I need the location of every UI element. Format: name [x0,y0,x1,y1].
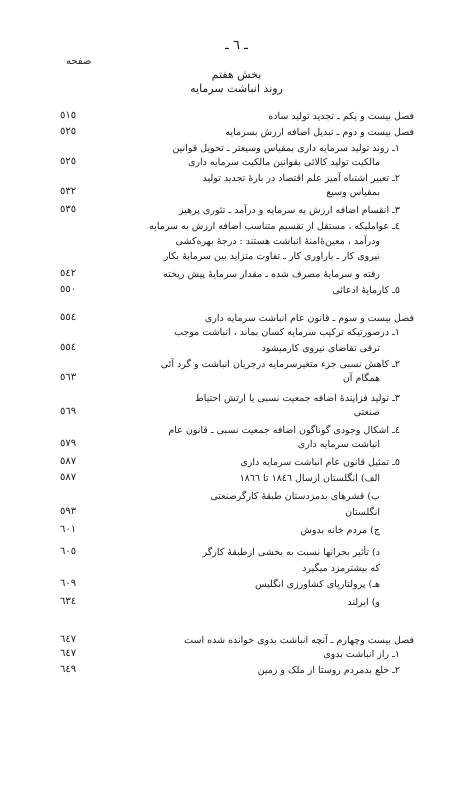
toc-page-number: ٦٤٧ [60,648,77,659]
toc-page-number: ٥٨٧ [60,472,77,483]
toc-entry-title: ١ـ روند تولید سرمایه داری بمقیاس وسیعتر ـ تحویل قوانین [172,143,400,154]
toc-entry-title: ب) قشرهای بدمزدستان طبقهٔ کارگرصنعتی [210,491,380,502]
toc-entry-title: ٣ـ تولید فزاینده‌ٔ اضافه جمعیت نسبی یا ارتش احتیاط [195,393,400,404]
toc-entry [60,424,414,438]
toc-page-number: ٥٥٠ [60,284,77,295]
toc-entry [60,562,414,576]
toc-entry [60,220,414,234]
toc-entry [60,634,414,648]
toc-page-number: ٦٤٩ [60,664,77,675]
toc-entry-title: ٢ـ کاهش نسبی جزء متغیرسرمایه درجریان انباشت و گرد آئی [160,359,400,370]
toc-page-number: ٦٠٥ [60,546,77,557]
toc-entry [60,110,414,124]
part-label: بخش هفتم [211,68,262,81]
toc-entry-title: ودرآمد ، معین‌ه‌ٔ‌امنهٔ انباشت هستند : درجهٔ بهره‌کشی [175,236,380,247]
toc-entry-title: ٣ـ انقسام اضافه ارزش به سرمایه و درآمد ـ تئوری پرهیز [178,205,400,216]
toc-entry [60,524,414,538]
toc-entry [60,456,414,470]
toc-entry-title: بمقیاس وسیع [326,187,380,198]
toc-entry [60,372,414,386]
toc-entry [60,142,414,156]
toc-entry [60,156,414,170]
toc-entry-title: مالکیت تولید کالائی بقوانین مالکیت سرمایه داری [187,157,380,168]
toc-page-number: ٥٧٩ [60,438,77,449]
toc-entry-title: نیروی کار ـ باراوری کار ـ تفاوت متزاید بین سرمایهٔ بکار [163,251,380,262]
toc-page-number: ٥٥٤ [60,312,77,323]
toc-entry-title: ١ـ راز انباشت بدوی [323,649,400,660]
toc-entry-title: انگلستان [345,507,380,518]
toc-entry-title: ٤ـ عواملیکه ، مستقل از تقسیم متناسب اضافه ارزش به سرمایه [149,221,400,232]
toc-entry-title: فصل بیست و یکم ـ تجدید تولید ساده [268,111,414,122]
toc-page-number: ٥٢٥ [60,126,77,137]
toc-page-number: ٥١٥ [60,110,77,121]
toc-entry [60,392,414,406]
toc-entry-title: و) ایرلند [347,597,380,608]
toc-entry [60,312,414,326]
toc-entry-title: فصل بیست و سوم ـ قانون عام انباشت سرمایه داری [204,313,414,324]
toc-entry [60,342,414,356]
toc-entry-title: ج) مردم خانه بدوش [300,525,380,536]
toc-entry [60,406,414,420]
toc-entry-title: الف) انگلستان ازسال ١٨٤٦ تا ١٨٦٦ [239,473,380,484]
toc-page-number: ٦٣٤ [60,596,77,607]
toc-entry-title: فصل بیست وچهارم ـ آنچه انباشت بدوی خوانده شده است [184,635,414,646]
toc-entry-title: د) تأثیر بحرانها نسبت به بخشی ازطبقهٔ کارگر [202,547,380,558]
toc-page-number: ٦٠٩ [60,578,77,589]
toc-page-number: ٦٤٧ [60,634,77,645]
page-number: ـ ٦ ـ [225,38,248,53]
toc-entry [60,358,414,372]
toc-entry [60,506,414,520]
toc-entry-title: ١ـ درصورتیکه ترکیب سرمایه کسان بماند ، انباشت موجب [174,327,400,338]
toc-entry-title: ٥ـ کارمایهٔ ادعائی [332,285,400,296]
part-title: روند انباشت سرمایه [190,82,283,95]
toc-entry [60,186,414,200]
toc-entry-title: همگام آن [342,373,380,384]
toc-entry [60,664,414,678]
toc-page-number: ٥٣٢ [60,186,77,197]
toc-entry-title: ٢ـ خلع بدمردم روستا از ملک و زمین [257,665,400,676]
toc-entry [60,235,414,249]
toc-entry-title: ٤ـ اشکال وجودی گوناگون اضافه جمعیت نسبی ـ قانون عام [168,425,400,436]
toc-page-number: ٥٦٣ [60,372,77,383]
toc-entry [60,596,414,610]
toc-entry-title: ٥ـ تمثیل قانون عام انباشت سرمایه داری [240,457,400,468]
toc-entry [60,546,414,560]
toc-entry-title: هـ) پرولتاریای کشاورزی انگلیس [255,579,380,590]
toc-page-number: ٥٢٥ [60,156,77,167]
toc-entry [60,250,414,264]
toc-entry [60,268,414,282]
toc-entry [60,578,414,592]
toc-entry [60,648,414,662]
toc-entry-title: صنعتی [353,407,380,418]
toc-entry [60,172,414,186]
page-column-header: صفحه [66,56,92,67]
toc-page-number: ٦٠١ [60,524,77,535]
toc-entry [60,204,414,218]
toc-page-number: ٥٦٩ [60,406,77,417]
toc-entry [60,284,414,298]
toc-page-number: ٥٤٢ [60,268,77,279]
toc-page-number: ٥٩٣ [60,506,77,517]
toc-page-number: ٥٨٧ [60,456,77,467]
toc-entry [60,326,414,340]
toc-entry-title: انباشت سرمایه داری [297,439,380,450]
toc-entry-title: که بیشترمزد میگیرد [302,563,380,574]
toc-entry-title: رفته و سرمایهٔ مصرف شده ـ مقدار سرمایهٔ پیش ریخته [163,269,380,280]
toc-entry [60,126,414,140]
toc-entry [60,438,414,452]
toc-entry [60,490,414,504]
toc-entry-title: ٢ـ تعبیر اشتباه آمیز علم اقتصاد در بارهٔ تجدید تولید [202,173,400,184]
toc-page-number: ٥٣٥ [60,204,77,215]
toc-entry [60,472,414,486]
toc-page-number: ٥٥٤ [60,342,77,353]
toc-entry-title: ترقی تقاضای نیروی کارمیشود [261,343,380,354]
toc-entry-title: فصل بیست و دوم ـ تبدیل اضافه ارزش بسرمایه [225,127,414,138]
